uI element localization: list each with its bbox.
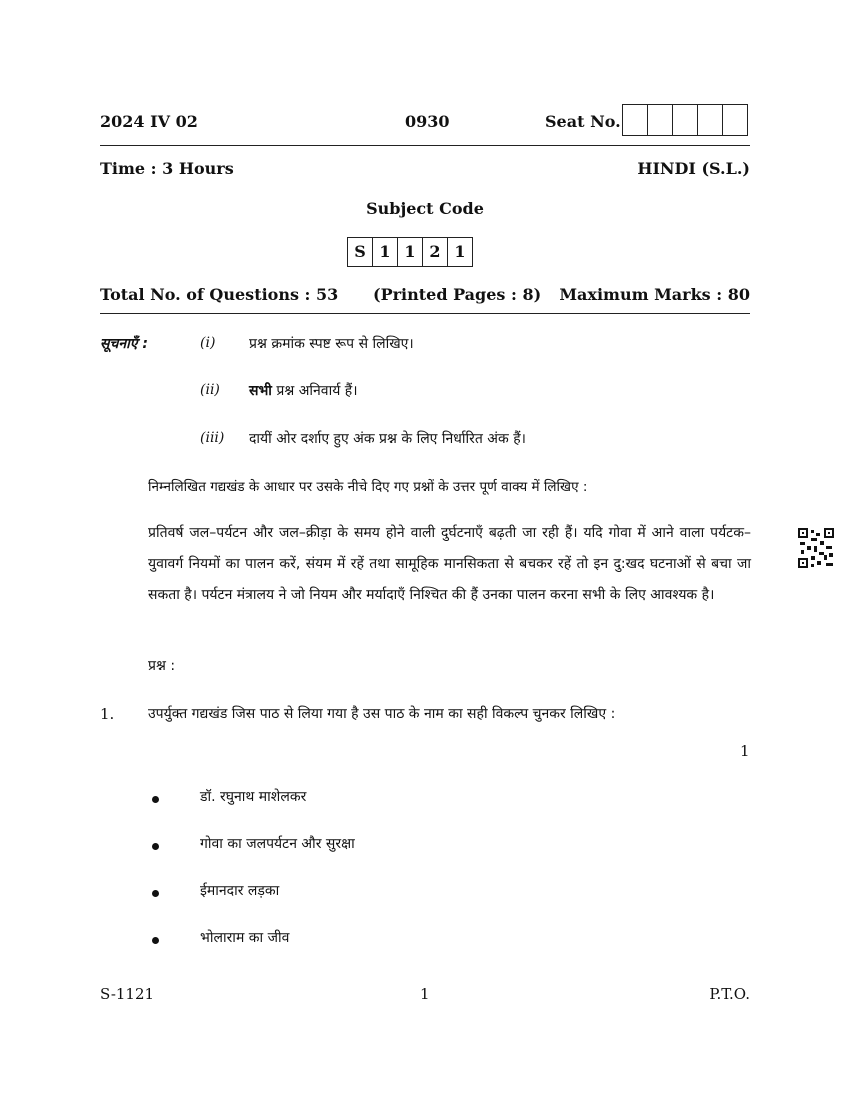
seat-box[interactable] xyxy=(698,105,723,135)
code-char: 1 xyxy=(454,242,466,261)
option-bullet xyxy=(152,937,159,944)
option-text: डॉ. रघुनाथ माशेलकर xyxy=(200,789,307,805)
instruction-number: (ii) xyxy=(200,382,220,398)
seat-label: Seat No. xyxy=(545,112,621,131)
footer-code: S-1121 xyxy=(100,985,155,1003)
header-rule-bottom xyxy=(100,313,750,314)
option-text: गोवा का जलपर्यटन और सुरक्षा xyxy=(200,836,355,852)
instruction-number: (i) xyxy=(200,335,216,351)
instruction-text-rest: प्रश्न अनिवार्य हैं। xyxy=(271,383,358,399)
instruction-number: (iii) xyxy=(200,430,225,446)
option-bullet xyxy=(152,843,159,850)
option-text: ईमानदार लड़का xyxy=(200,883,280,899)
seat-number-boxes[interactable] xyxy=(622,104,748,136)
option-bullet xyxy=(152,890,159,897)
instruction-text: दायीं ओर दर्शाए हुए अंक प्रश्न के लिए निर्धारित अंक हैं। xyxy=(249,431,526,447)
instruction-text xyxy=(249,381,358,400)
seat-box[interactable] xyxy=(723,105,747,135)
passage-directive: निम्नलिखित गद्यखंड के आधार पर उसके नीचे दिए गए प्रश्नों के उत्तर पूर्ण वाक्य में लिखिए : xyxy=(148,479,588,495)
paper-code: 0930 xyxy=(405,112,450,131)
subject-title: HINDI (S.L.) xyxy=(637,159,750,178)
header-rule xyxy=(100,145,750,146)
subject-code-label: Subject Code xyxy=(366,199,484,218)
question-marks: 1 xyxy=(740,742,750,760)
option-text: भोलाराम का जीव xyxy=(200,930,290,946)
code-char: 1 xyxy=(398,238,423,266)
instructions-label: सूचनाएँ : xyxy=(100,336,148,352)
code-char: 2 xyxy=(423,238,448,266)
time-label: Time : 3 Hours xyxy=(100,159,234,178)
maximum-marks: Maximum Marks : 80 xyxy=(559,285,750,304)
instruction-emphasis: सभी xyxy=(249,383,272,399)
seat-box[interactable] xyxy=(623,105,648,135)
question-number: 1. xyxy=(100,705,115,723)
option-bullet xyxy=(152,796,159,803)
code-char: 1 xyxy=(373,238,398,266)
page-number: 1 xyxy=(420,985,430,1003)
seat-box[interactable] xyxy=(648,105,673,135)
seat-box[interactable] xyxy=(673,105,698,135)
pto-label: P.T.O. xyxy=(709,985,750,1003)
qr-code-icon xyxy=(798,528,834,568)
printed-pages: (Printed Pages : 8) xyxy=(373,285,542,304)
code-char: S xyxy=(348,238,373,266)
subject-code-boxes xyxy=(347,237,473,267)
question-text: उपर्युक्त गद्यखंड जिस पाठ से लिया गया है उस पाठ के नाम का सही विकल्प चुनकर लिखिए : xyxy=(148,706,616,722)
exam-code: 2024 IV 02 xyxy=(100,112,198,131)
passage-text: प्रतिवर्ष जल–पर्यटन और जल–क्रीड़ा के समय होने वाली दुर्घटनाएँ बढ़ती जा रही हैं। यदि गोवा में आने वाला पर्यटक–युवावर्ग नियमों का पालन करें, संयम में रहें तथा सामूहिक मानसिकता से बचकर रहें तो इन दु:खद घटनाओं से बचा जा सकता है। पर्यटन मंत्रालय ने जो नियम और मर्यादाएँ निश्चित की हैं उनका पालन करना सभी के लिए आवश्यक है। xyxy=(148,525,751,603)
instruction-text: प्रश्न क्रमांक स्पष्ट रूप से लिखिए। xyxy=(249,336,414,352)
questions-label: प्रश्न : xyxy=(148,658,176,674)
total-questions: Total No. of Questions : 53 xyxy=(100,285,339,304)
